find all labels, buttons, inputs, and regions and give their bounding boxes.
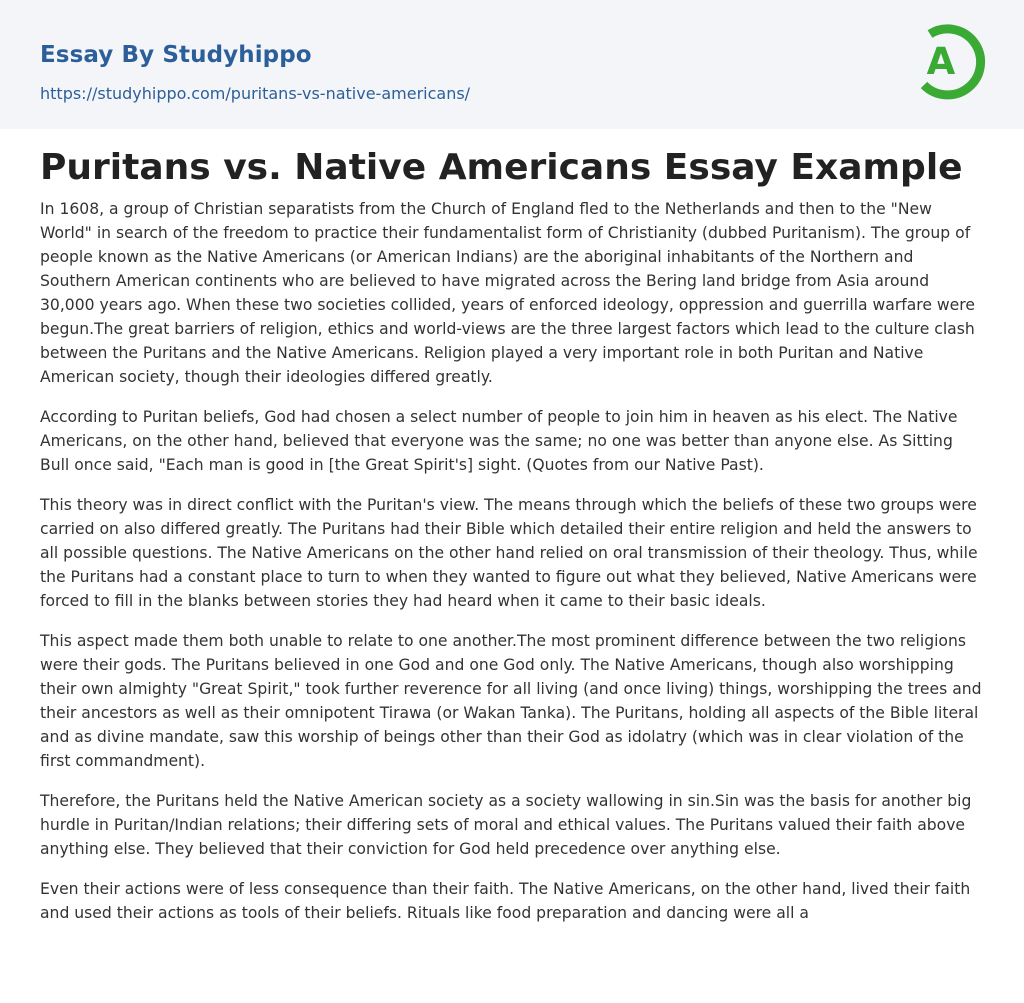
site-brand[interactable]: Essay By Studyhippo bbox=[40, 42, 312, 68]
article-title: Puritans vs. Native Americans Essay Example bbox=[40, 147, 963, 188]
page-url-link[interactable]: https://studyhippo.com/puritans-vs-native-americans/ bbox=[40, 84, 471, 103]
article-paragraph-1: In 1608, a group of Christian separatists from the Church of England fled to the Netherlands and then to the "New World" in search of the freedom to practice their fundamentalist form of Christianity (dubbed Puritanism). The group of people known as the Native Americans (or American Indians) are the aboriginal inhabitants of the Northern and Southern American continents who are believed to have migrated across the Bering land bridge from Asia around 30,000 years ago. When these two societies collided, years of enforced ideology, oppression and guerrilla warfare were begun.The great barriers of religion, ethics and world-views are the three largest factors which lead to the culture clash between the Puritans and the Native Americans. Religion played a very important role in both Puritan and Native American society, though their ideologies differed greatly. bbox=[40, 200, 975, 386]
article-paragraph-3: This theory was in direct conflict with the Puritan's view. The means through which the beliefs of these two groups were carried on also differed greatly. The Puritans had their Bible which detailed their entire religion and held the answers to all possible questions. The Native Americans on the other hand relied on oral transmission of their theology. Thus, while the Puritans had a constant place to turn to when they wanted to figure out what they believed, Native Americans were forced to fill in the blanks between stories they had heard when it came to their basic ideals. bbox=[40, 496, 978, 610]
logo-letter: A bbox=[926, 40, 956, 83]
article-paragraph-2: According to Puritan beliefs, God had chosen a select number of people to join him in heaven as his elect. The Native Americans, on the other hand, believed that everyone was the same; no one was better than anyone else. As Sitting Bull once said, "Each man is good in [the Great Spirit's] sight. (Quotes from our Native Past). bbox=[40, 408, 958, 474]
studyhippo-logo-icon[interactable] bbox=[912, 19, 988, 105]
article-paragraph-5: Therefore, the Puritans held the Native American society as a society wallowing in sin.Sin was the basis for another big hurdle in Puritan/Indian relations; their differing sets of moral and ethical values. The Puritans valued their faith above anything else. They believed that their conviction for God held precedence over anything else. bbox=[40, 792, 972, 858]
article-paragraph-4: This aspect made them both unable to relate to one another.The most prominent difference between the two religions were their gods. The Puritans believed in one God and one God only. The Native Americans, though also worshipping their own almighty "Great Spirit," took further reverence for all living (and once living) things, worshipping the trees and their ancestors as well as their omnipotent Tirawa (or Wakan Tanka). The Puritans, holding all aspects of the Bible literal and as divine mandate, saw this worship of beings other than their God as idolatry (which was in clear violation of the first commandment). bbox=[40, 632, 982, 770]
site-header bbox=[0, 0, 1024, 129]
article-paragraph-6: Even their actions were of less consequence than their faith. The Native Americans, on the other hand, lived their faith and used their actions as tools of their beliefs. Rituals like food preparation and dancing were all a bbox=[40, 880, 971, 922]
article bbox=[40, 144, 985, 941]
